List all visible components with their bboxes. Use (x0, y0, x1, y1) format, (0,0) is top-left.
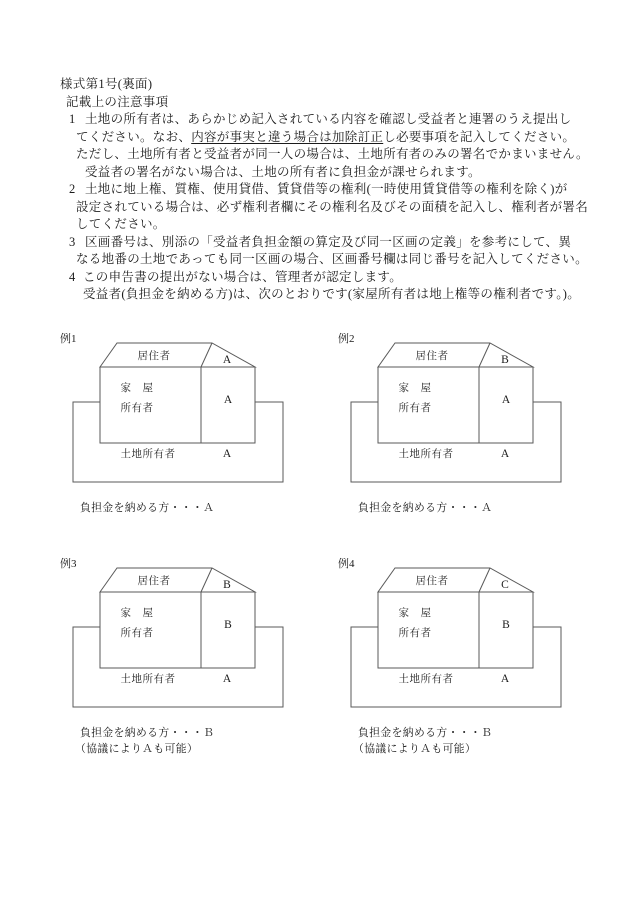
example-4-figure (333, 555, 613, 760)
example-1-diagram (55, 330, 335, 535)
example-1-label: 例1 (60, 333, 77, 345)
note-item3-line2: なる地番の土地であっても同一区画の場合、区画番号欄は同じ番号を記入してください。 (76, 252, 588, 266)
note-item2-line1 (69, 182, 568, 196)
note-item1-line2 (76, 130, 575, 144)
page-title: 様式第1号(裏面) (60, 77, 153, 91)
example-2-figure (333, 330, 613, 535)
note-item1-line4: 受益者の署名がない場合は、土地の所有者に負担金が課せられます。 (85, 165, 481, 179)
roof-letter: B (501, 354, 509, 366)
note-item1-line1 (69, 112, 571, 126)
item2-number: 2 (69, 182, 76, 196)
resident-label: 居住者 (137, 351, 171, 362)
item3-number: 3 (69, 235, 76, 249)
house-owner-label-line1: 家 屋 (120, 383, 154, 394)
land-letter: A (500, 448, 510, 460)
roof-letter: A (222, 354, 232, 366)
example-3-diagram (55, 555, 335, 760)
item1-text2-underlined: 内容が事実と違う場合は加除訂正 (191, 130, 384, 144)
roof-shape (100, 343, 255, 367)
roof-shape (378, 568, 533, 592)
roof-shape (100, 568, 255, 592)
roof-letter: B (223, 579, 231, 591)
payer-caption: 負担金を納める方・・・Ｂ (80, 727, 215, 739)
house-owner-label-line1: 家 屋 (120, 608, 154, 619)
payer-caption-note: （協議によりＡも可能） (353, 743, 477, 755)
land-owner-label: 土地所有者 (120, 674, 176, 685)
payer-caption: 負担金を納める方・・・Ａ (80, 502, 215, 514)
house-owner-label-line2: 所有者 (398, 403, 432, 414)
resident-label: 居住者 (415, 351, 449, 362)
note-item1-line3: ただし、土地所有者と受益者が同一人の場合は、土地所有者のみの署名でかまいません。 (76, 147, 589, 161)
item1-text1: 土地の所有者は、あらかじめ記入されている内容を確認し受益者と連署のうえ提出し (85, 112, 572, 126)
house-owner-label-line2: 所有者 (398, 628, 432, 639)
example-4-label: 例4 (338, 558, 355, 570)
section-heading: 記載上の注意事項 (66, 95, 169, 109)
payer-caption: 負担金を納める方・・・Ａ (358, 502, 493, 514)
item3-text1: 区画番号は、別添の「受益者負担金額の算定及び同一区画の定義」を参考にして、異 (85, 235, 572, 249)
note-item2-line2: 設定されている場合は、必ず権利者欄にその権利名及びその面積を記入し、権利者が署名 (76, 200, 589, 214)
example-3-figure (55, 555, 335, 760)
land-owner-label: 土地所有者 (398, 674, 454, 685)
item1-number: 1 (69, 112, 76, 126)
land-owner-label: 土地所有者 (120, 449, 176, 460)
roof-shape (378, 343, 533, 367)
note-item4-line1 (69, 270, 402, 284)
note-item2-line3: してください。 (76, 217, 166, 231)
item4-text1: この申告書の提出がない場合は、管理者が認定します。 (83, 270, 403, 284)
land-letter: A (500, 673, 510, 685)
example-2-diagram (333, 330, 613, 535)
payer-caption: 負担金を納める方・・・Ｂ (358, 727, 493, 739)
house-owner-label-line1: 家 屋 (398, 608, 432, 619)
land-letter: A (222, 673, 232, 685)
house-letter: B (502, 619, 510, 631)
example-1-figure (55, 330, 335, 535)
land-owner-label: 土地所有者 (398, 449, 454, 460)
resident-label: 居住者 (137, 576, 171, 587)
land-letter: A (222, 448, 232, 460)
house-owner-label-line2: 所有者 (120, 628, 154, 639)
resident-label: 居住者 (415, 576, 449, 587)
house-letter: A (501, 394, 511, 406)
example-2-label: 例2 (338, 333, 355, 345)
example-4-diagram (333, 555, 613, 760)
item4-number: 4 (69, 270, 76, 284)
item1-text2-pre: てください。なお、 (76, 130, 192, 144)
house-owner-label-line2: 所有者 (120, 403, 154, 414)
example-3-label: 例3 (60, 558, 77, 570)
payer-caption-note: （協議によりＡも可能） (75, 743, 199, 755)
roof-letter: C (501, 579, 509, 591)
house-letter: A (223, 394, 233, 406)
item1-text2-post: し必要事項を記入してください。 (383, 130, 576, 144)
note-item3-line1 (69, 235, 571, 249)
house-owner-label-line1: 家 屋 (398, 383, 432, 394)
note-item4-line2: 受益者(負担金を納める方)は、次のとおりです(家屋所有者は地上権等の権利者です。)。 (83, 287, 581, 301)
house-letter: B (224, 619, 232, 631)
item2-text1: 土地に地上権、質権、使用貸借、賃貸借等の権利(一時使用賃貸借等の権利を除く)が (85, 182, 568, 196)
